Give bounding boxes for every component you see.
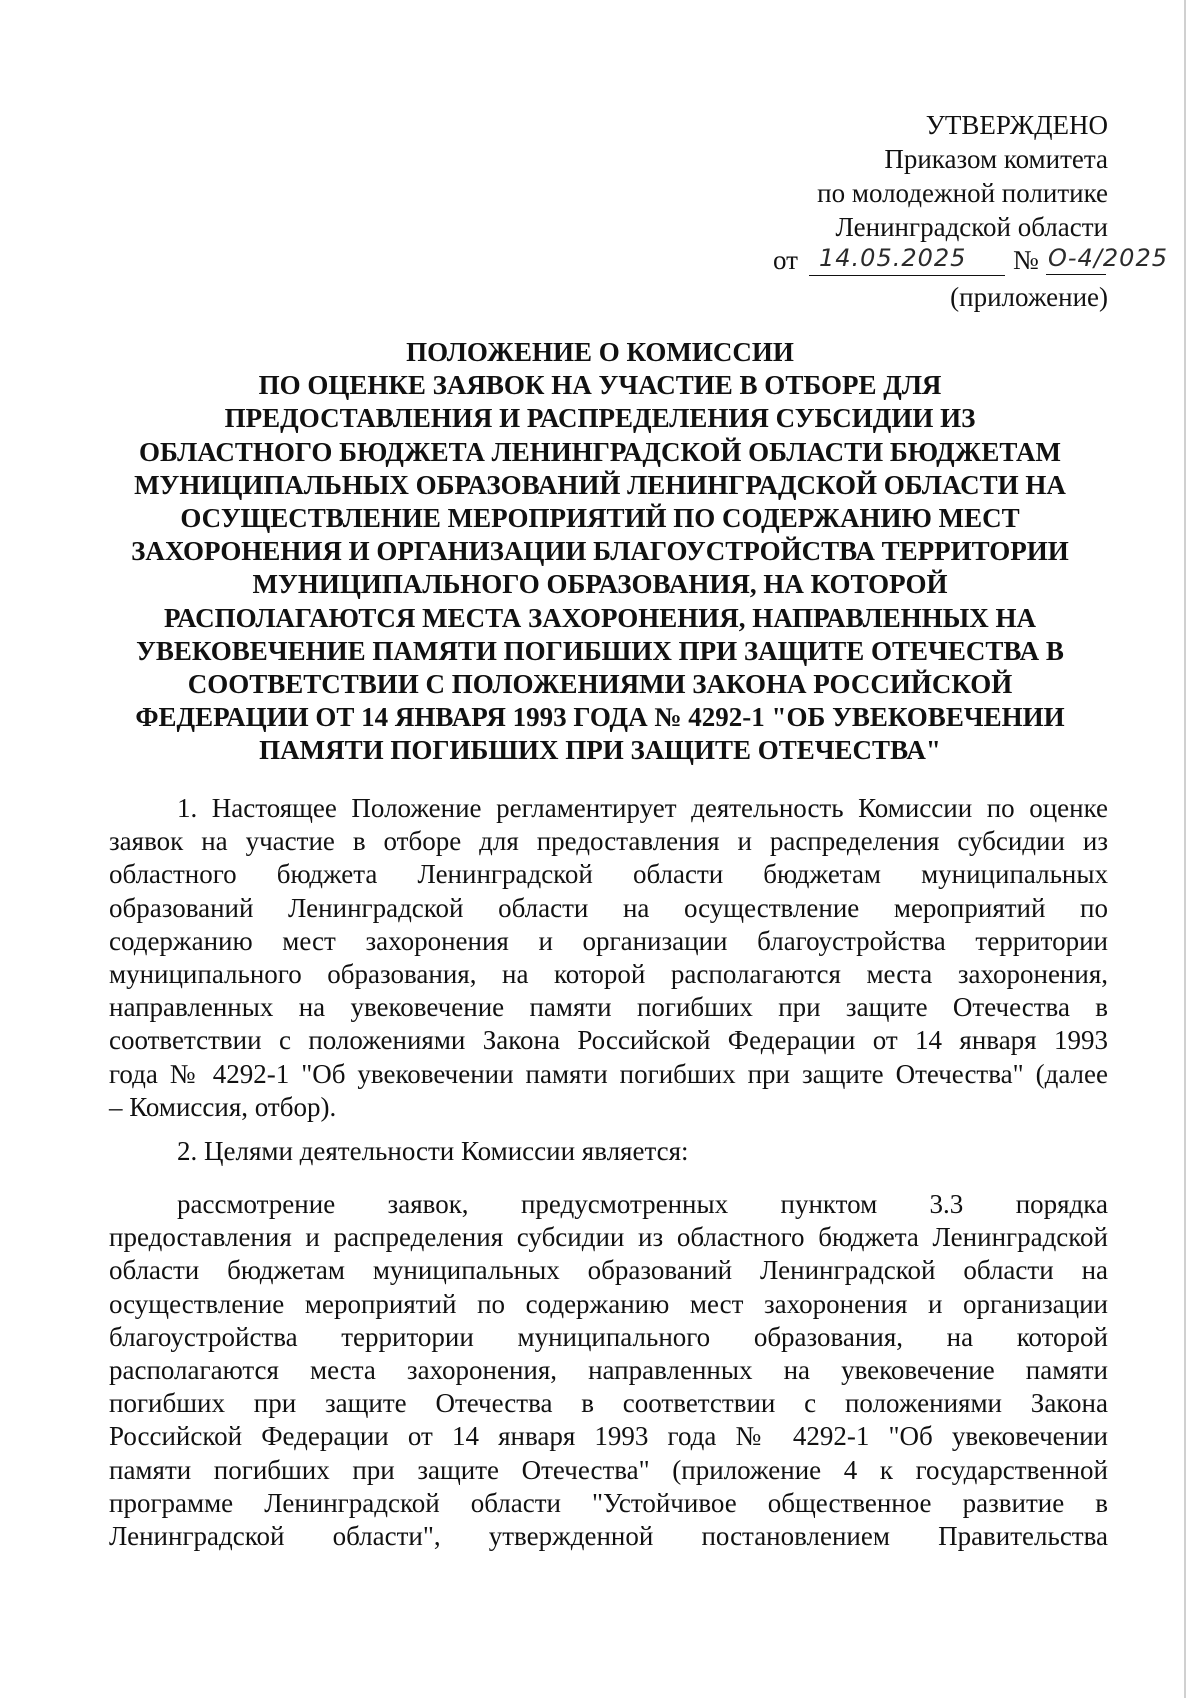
paragraph-line: располагаются места захоронения, направленных на увековечение памяти — [109, 1355, 1108, 1386]
title-line: ПАМЯТИ ПОГИБШИХ ПРИ ЗАЩИТЕ ОТЕЧЕСТВА" — [259, 735, 941, 766]
approval-committee-line: по молодежной политике — [817, 178, 1108, 208]
paragraph-line: памяти погибших при защите Отечества" (приложение 4 к государственной — [109, 1454, 1108, 1485]
paragraph-line: погибших при защите Отечества в соответствии с положениями Закона — [109, 1388, 1108, 1419]
approval-block — [588, 108, 1108, 244]
paragraph-line: – Комиссия, отбор). — [109, 1091, 337, 1122]
paragraph-1 — [109, 792, 1108, 1124]
title-line: УВЕКОВЕЧЕНИЕ ПАМЯТИ ПОГИБШИХ ПРИ ЗАЩИТЕ ОТЕЧЕСТВА В — [136, 635, 1064, 666]
paragraph-line: благоустройства территории муниципального образования, на которой — [109, 1321, 1108, 1352]
paragraph-line: осуществление мероприятий по содержанию мест захоронения и организации — [109, 1288, 1108, 1319]
paragraph-2 — [109, 1135, 1108, 1168]
document-title — [80, 336, 1120, 768]
paragraph-line: заявок на участие в отборе для предоставления и распределения субсидии из — [109, 826, 1108, 857]
date-prefix: от — [773, 245, 798, 275]
paragraph-line: образований Ленинградской области на осуществление мероприятий по — [109, 892, 1108, 923]
handwritten-number: О-4/2025 — [1048, 244, 1168, 272]
title-line: ОБЛАСТНОГО БЮДЖЕТА ЛЕНИНГРАДСКОЙ ОБЛАСТИ БЮДЖЕТАМ — [138, 436, 1062, 467]
paragraph-line: области бюджетам муниципальных образований Ленинградской области на — [109, 1255, 1108, 1286]
paragraph-line: 1. Настоящее Положение регламентирует деятельность Комиссии по оценке — [177, 793, 1108, 823]
appendix-label: (приложение) — [950, 282, 1108, 312]
paragraph-line: рассмотрение заявок, предусмотренных пунктом 3.3 порядка — [177, 1189, 1108, 1219]
approval-date-number-row — [773, 243, 1193, 279]
title-line: ЗАХОРОНЕНИЯ И ОРГАНИЗАЦИИ БЛАГОУСТРОЙСТВА ТЕРРИТОРИИ — [131, 536, 1069, 567]
title-line: ФЕДЕРАЦИИ ОТ 14 ЯНВАРЯ 1993 ГОДА № 4292-1 "ОБ УВЕКОВЕЧЕНИИ — [135, 702, 1065, 733]
handwritten-date: 14.05.2025 — [819, 244, 967, 272]
date-field — [809, 243, 1005, 276]
paragraph-line: направленных на увековечение памяти погибших при защите Отечества в — [109, 992, 1108, 1023]
title-line: МУНИЦИПАЛЬНЫХ ОБРАЗОВАНИЙ ЛЕНИНГРАДСКОЙ ОБЛАСТИ НА — [134, 469, 1066, 500]
paragraph-line: содержанию мест захоронения и организации благоустройства территории — [109, 925, 1108, 956]
paragraph-line: Российской Федерации от 14 января 1993 года № 4292-1 "Об увековечении — [109, 1421, 1108, 1452]
title-line: РАСПОЛАГАЮТСЯ МЕСТА ЗАХОРОНЕНИЯ, НАПРАВЛЕННЫХ НА — [163, 602, 1037, 633]
title-line: ПО ОЦЕНКЕ ЗАЯВОК НА УЧАСТИЕ В ОТБОРЕ ДЛЯ — [258, 370, 942, 401]
paragraph-line: Ленинградской области", утвержденной постановлением Правительства — [109, 1521, 1108, 1552]
paragraph-line: областного бюджета Ленинградской области бюджетам муниципальных — [109, 859, 1108, 890]
title-line: СООТВЕТСТВИИ С ПОЛОЖЕНИЯМИ ЗАКОНА РОССИЙСКОЙ — [187, 669, 1013, 700]
number-field — [1046, 243, 1181, 275]
title-line: ПОЛОЖЕНИЕ О КОМИССИИ — [406, 337, 794, 367]
title-line: ОСУЩЕСТВЛЕНИЕ МЕРОПРИЯТИЙ ПО СОДЕРЖАНИЮ МЕСТ — [180, 503, 1020, 534]
paragraph-line: соответствии с положениями Закона Российской Федерации от 14 января 1993 — [109, 1025, 1108, 1056]
paragraph-line: муниципального образования, на которой располагаются места захоронения, — [109, 959, 1108, 990]
paragraph-3 — [109, 1188, 1108, 1553]
title-line: МУНИЦИПАЛЬНОГО ОБРАЗОВАНИЯ, НА КОТОРОЙ — [252, 569, 948, 600]
approval-region-line: Ленинградской области — [835, 212, 1108, 242]
paragraph-line: 2. Целями деятельности Комиссии является: — [177, 1136, 689, 1166]
paragraph-line: предоставления и распределения субсидии из областного бюджета Ленинградской — [109, 1222, 1108, 1253]
approval-heading: УТВЕРЖДЕНО — [925, 110, 1108, 140]
paragraph-line: программе Ленинградской области "Устойчивое общественное развитие в — [109, 1487, 1108, 1518]
paragraph-line: года № 4292-1 "Об увековечении памяти погибших при защите Отечества" (далее — [109, 1058, 1108, 1089]
approval-order-line: Приказом комитета — [884, 144, 1108, 174]
number-prefix: № — [1013, 245, 1039, 275]
title-line: ПРЕДОСТАВЛЕНИЯ И РАСПРЕДЕЛЕНИЯ СУБСИДИИ ИЗ — [224, 403, 976, 434]
